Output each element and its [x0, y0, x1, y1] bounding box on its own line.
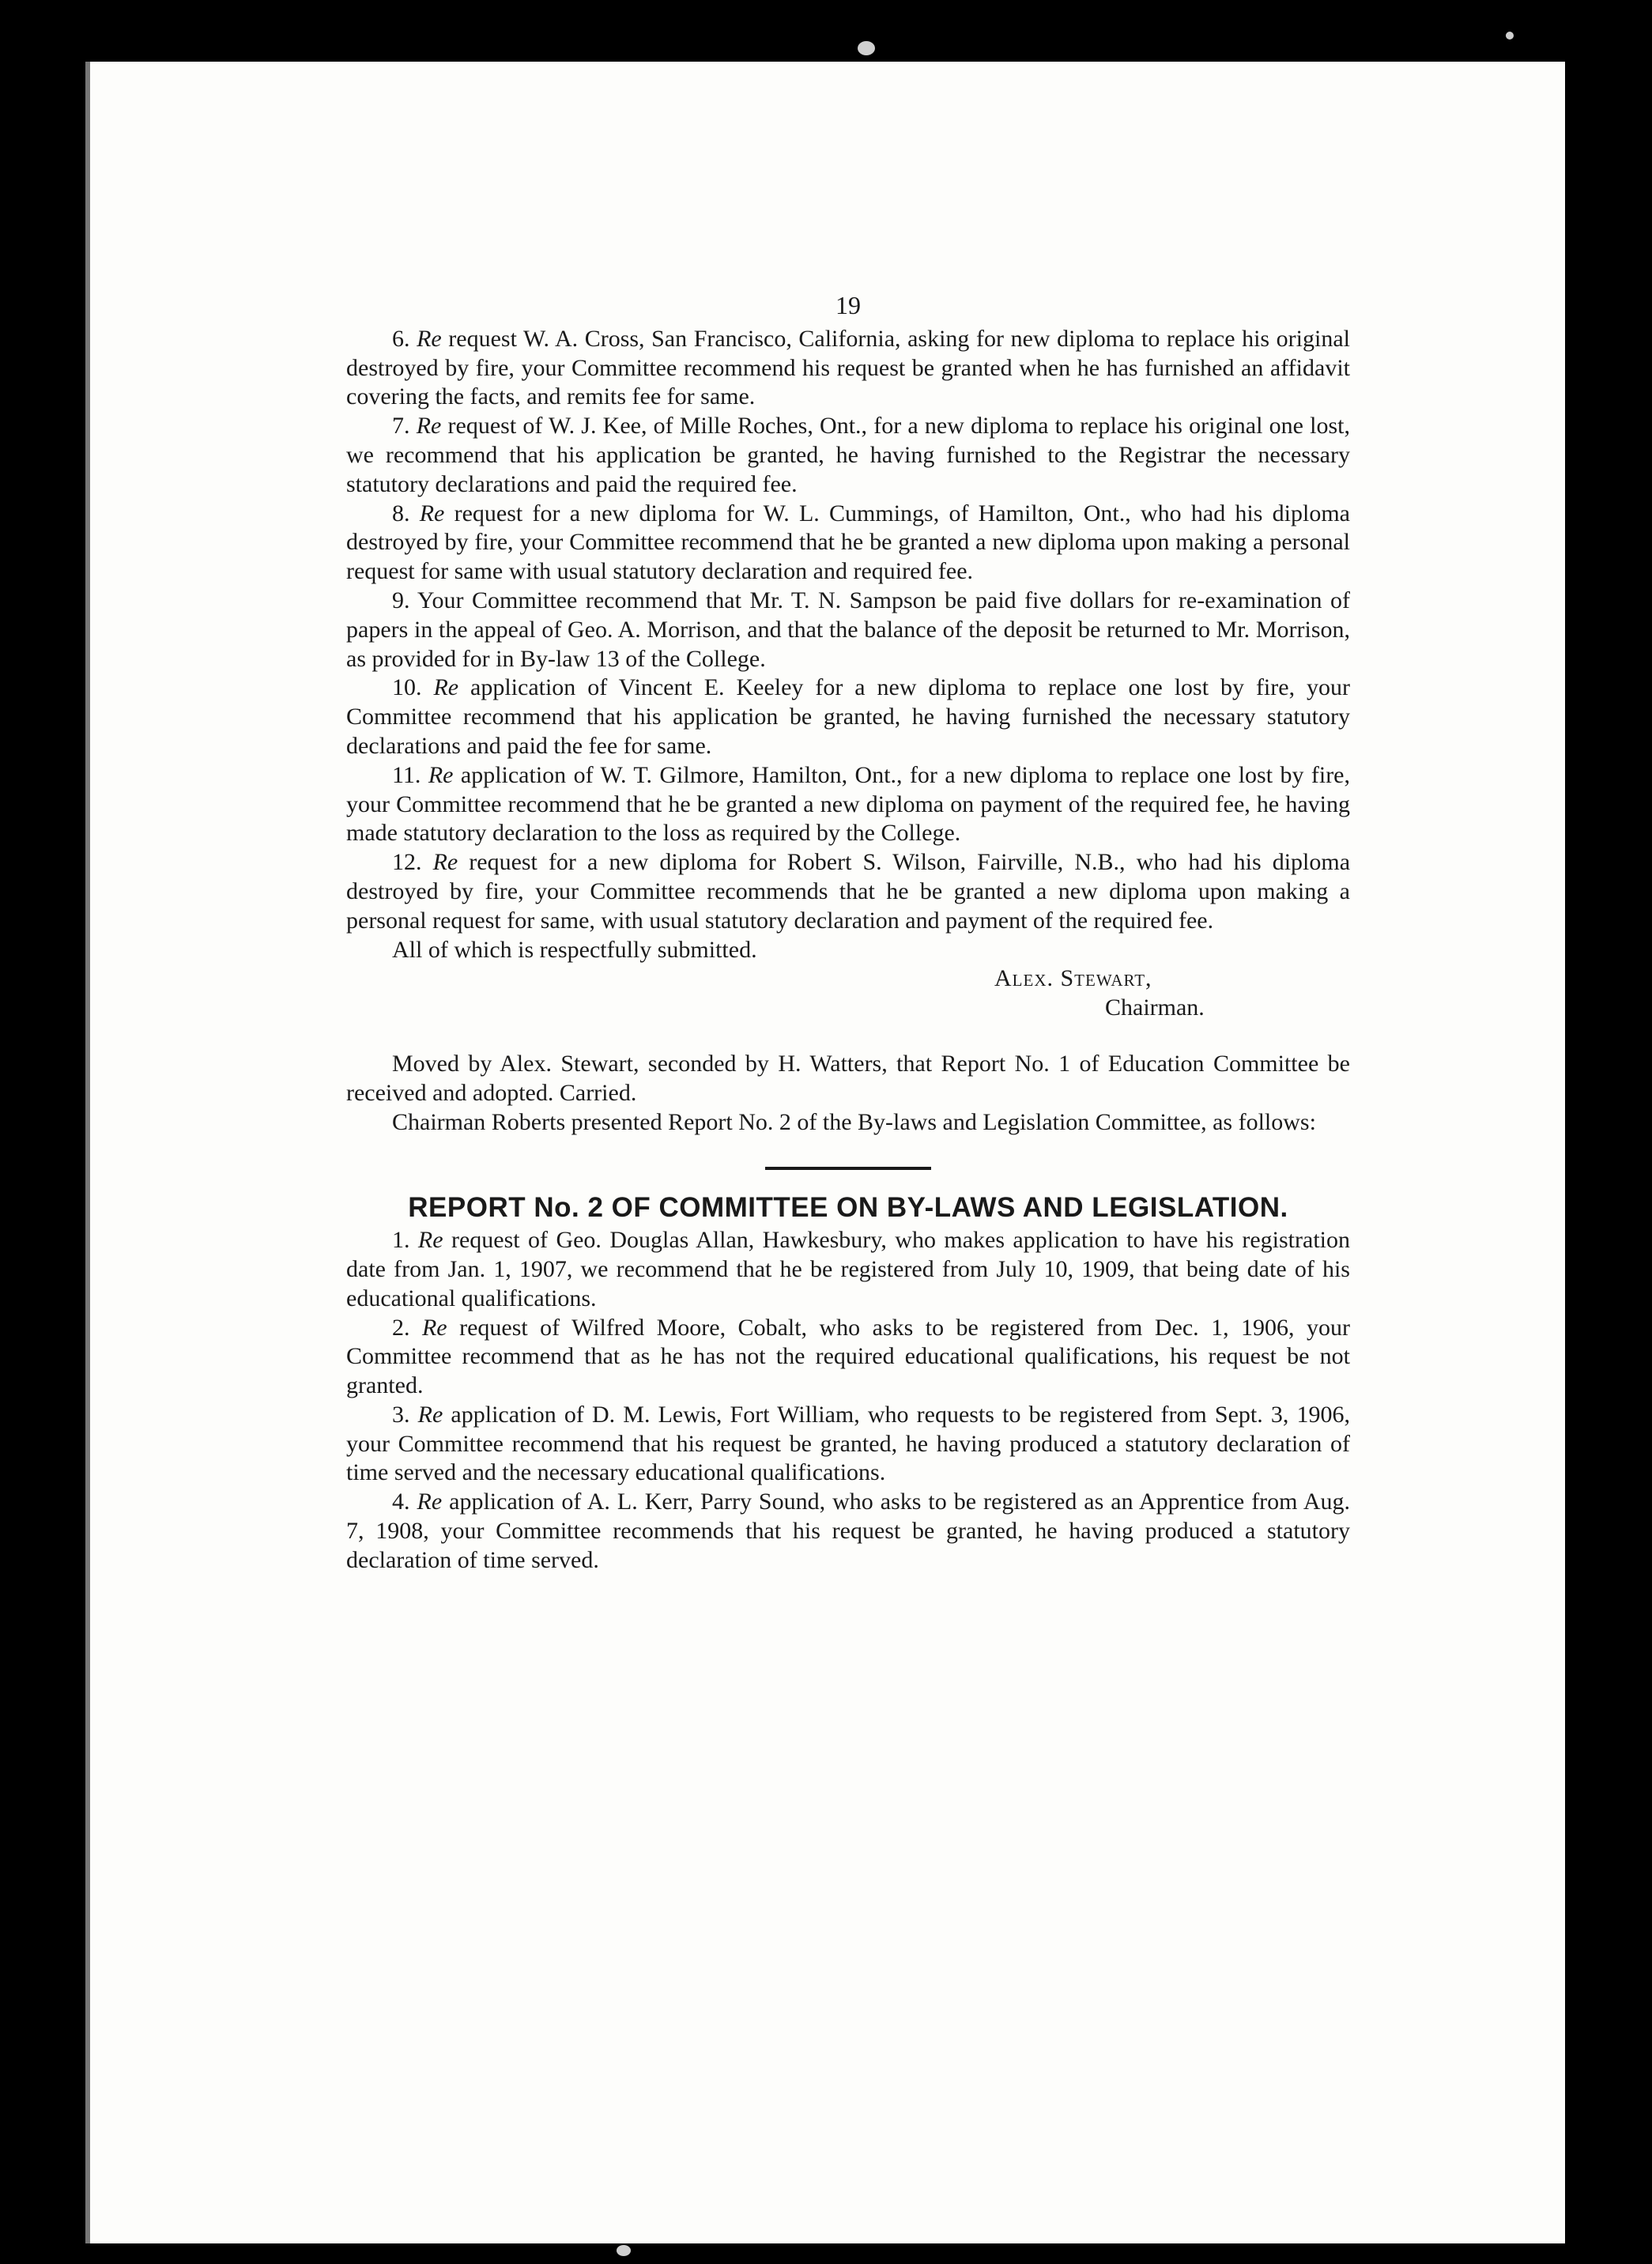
- scan-speck: [1506, 32, 1514, 40]
- section-divider: [765, 1167, 931, 1170]
- motion-paragraph: Moved by Alex. Stewart, seconded by H. Watters, that Report No. 1 of Education Committee be received and adopted. Carried.: [346, 1050, 1350, 1106]
- presentation-paragraph: Chairman Roberts presented Report No. 2 of the By-laws and Legislation Committee, as follows:: [392, 1108, 1316, 1135]
- report2-item-1: 1. Re request of Geo. Douglas Allan, Hawkesbury, who makes application to have his registration date from Jan. 1, 1907, we recommend that he be registered from July 10, 1909, that being date of his educational qualifications.: [346, 1227, 1350, 1311]
- item-6: 6. Re request W. A. Cross, San Francisco, California, asking for new diploma to replace his original destroyed by fire, your Committee recommend his request be granted when he has furnished an affidavit covering the facts, and remits fee for same.: [346, 325, 1350, 410]
- item-8: 8. Re request for a new diploma for W. L. Cummings, of Hamilton, Ont., who had his diploma destroyed by fire, your Committee recommend that he be granted a new diploma upon making a personal request for same with usual statutory declaration and required fee.: [346, 500, 1350, 585]
- report2-item-4: 4. Re application of A. L. Kerr, Parry Sound, who asks to be registered as an Apprentice from Aug. 7, 1908, your Committee recommends that his request be granted, he having produced a statutory declaration of time served.: [346, 1489, 1351, 1573]
- signature-title: Chairman.: [1105, 994, 1205, 1021]
- item-10: 10. Re application of Vincent E. Keeley for a new diploma to replace one lost by fire, your Committee recommend that his application be granted, he having furnished the necessary statutory declarations and paid the fee for same.: [346, 674, 1350, 759]
- report2-item-2: 2. Re request of Wilfred Moore, Cobalt, who asks to be registered from Dec. 1, 1906, your Committee recommend that as he has not the required educational qualifications, his request be not granted.: [346, 1314, 1351, 1399]
- scan-speck: [858, 41, 875, 55]
- page-number: 19: [835, 291, 861, 319]
- page-content: [346, 291, 1350, 1575]
- closing-statement: All of which is respectfully submitted.: [392, 936, 757, 963]
- report-heading: REPORT No. 2 OF COMMITTEE ON BY-LAWS AND LEGISLATION.: [408, 1192, 1288, 1224]
- signature-name: Alex. Stewart,: [994, 965, 1152, 992]
- item-9: 9. Your Committee recommend that Mr. T. N. Sampson be paid five dollars for re-examination of papers in the appeal of Geo. A. Morrison, and that the balance of the deposit be returned to Mr. Morrison, as provided for in By-law 13 of the College.: [346, 587, 1350, 672]
- item-12: 12. Re request for a new diploma for Robert S. Wilson, Fairville, N.B., who had his diploma destroyed by fire, your Committee recommends that he be granted a new diploma upon making a personal request for same, with usual statutory declaration and payment of the required fee.: [346, 849, 1351, 934]
- spacer: [346, 1023, 1350, 1050]
- education-report-items: [346, 325, 1350, 936]
- bylaws-report-items: [346, 1226, 1350, 1575]
- item-11: 11. Re application of W. T. Gilmore, Hamilton, Ont., for a new diploma to replace one lost by fire, your Committee recommend that he be granted a new diploma on payment of the required fee, he having made statutory declaration to the loss as required by the College.: [346, 761, 1350, 847]
- scan-speck: [617, 2245, 631, 2256]
- page-edge-shadow: [85, 62, 90, 2243]
- report2-item-3: 3. Re application of D. M. Lewis, Fort William, who requests to be registered from Sept. 3, 1906, your Committee recommend that his request be granted, he having produced a statutory declaration of time served and the necessary educational qualifications.: [346, 1401, 1351, 1486]
- document-page: [85, 62, 1565, 2243]
- item-7: 7. Re request of W. J. Kee, of Mille Roches, Ont., for a new diploma to replace his original one lost, we recommend that his application be granted, he having furnished to the Registrar the necessary statutory declarations and paid the required fee.: [346, 413, 1351, 497]
